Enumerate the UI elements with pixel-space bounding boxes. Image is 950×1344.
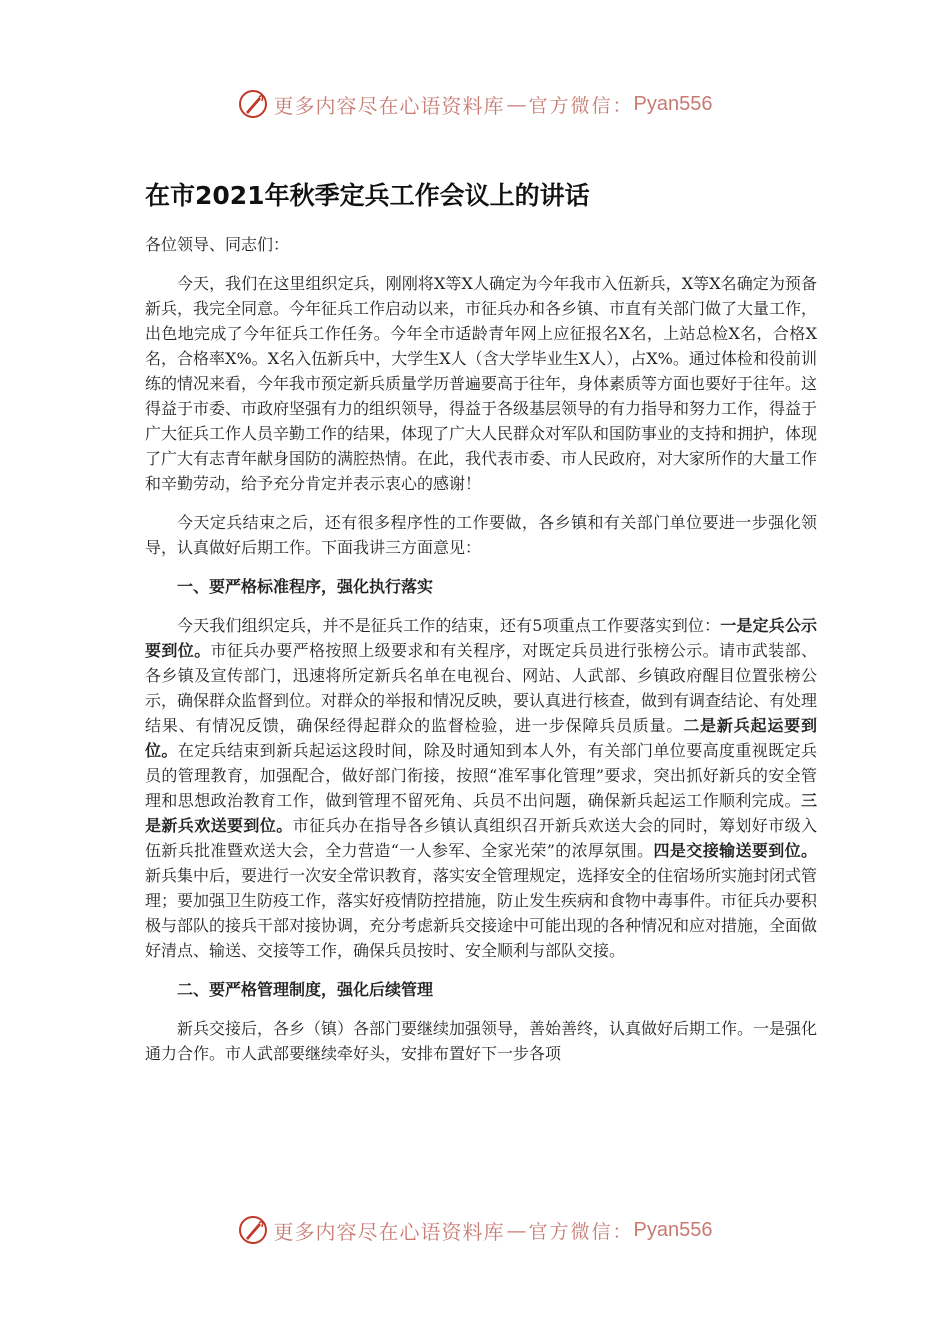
paragraph-1: 今天，我们在这里组织定兵，刚刚将X等X人确定为今年我市入伍新兵，X等X名确定为预备新兵，我完全同意。今年征兵工作启动以来，市征兵办和各乡镇、市直有关部门做了大量工作，出色地完成了今年征兵工作任务。今年全市适龄青年网上应征报名X名，上站总检X名，合格X名，合格率X%。X名入伍新兵中，大学生X人（含大学毕业生X人），占X%。通过体检和役前训练的情况来看，今年我市预定新兵质量学历普遍要高于往年，身体素质等方面也要好于往年。这得益于市委、市政府坚强有力的组织领导，得益于各级基层领导的有力指导和努力工作，得益于广大征兵工作人员辛勤工作的结果，体现了广大人民群众对军队和国防事业的支持和拥护，体现了广大有志青年献身国防的满腔热情。在此，我代表市委、市人民政府，对大家所作的大量工作和辛勤劳动，给予充分肯定并表示衷心的感谢！ <box>145 274 818 493</box>
p3-point-2: 二是新兵起运要到位。 <box>145 716 817 760</box>
p3-intro: 今天我们组织定兵，并不是征兵工作的结束，还有5项重点工作要落实到位： <box>177 616 721 635</box>
paragraph-3 <box>145 613 817 963</box>
p3-point-1: 一是定兵公示要到位。 <box>145 616 817 660</box>
p3-point-4: 四是交接输送要到位。 <box>653 841 817 860</box>
header-banner <box>0 84 950 124</box>
salutation: 各位领导、同志们： <box>145 235 290 254</box>
document-body <box>145 176 817 1080</box>
banner-subtext: 官方微信： <box>528 94 634 117</box>
p3-text-3: 市征兵办在指导各乡镇认真组织召开新兵欢送大会的同时，筹划好市级入伍新兵批准暨欢送大会，全力营造“一人参军、全家光荣”的浓厚氛围。 <box>145 816 817 860</box>
section-heading-2: 二、要严格管理制度，强化后续管理 <box>177 980 434 999</box>
p3-text-4: 新兵集中后，要进行一次安全常识教育，落实安全管理规定，选择安全的住宿场所实施封闭式管理；要加强卫生防疫工作，落实好疫情防控措施，防止发生疾病和食物中毒事件。市征兵办要积极与部队的接兵干部对接协调，充分考虑新兵交接途中可能出现的各种情况和应对措施，全面做好清点、输送、交接等工作，确保兵员按时、安全顺利与部队交接。 <box>145 866 818 960</box>
banner-wechat-id: Pyan556 <box>633 92 713 115</box>
quill-logo-icon <box>238 89 268 119</box>
banner-subtext: 官方微信： <box>528 1220 634 1243</box>
banner-separator: — <box>506 92 527 116</box>
paragraph-2: 今天定兵结束之后，还有很多程序性的工作要做，各乡镇和有关部门单位要进一步强化领导，认真做好后期工作。下面我讲三方面意见： <box>145 513 817 557</box>
paragraph-4: 新兵交接后，各乡（镇）各部门要继续加强领导，善始善终，认真做好后期工作。一是强化通力合作。市人武部要继续牵好头，安排布置好下一步各项 <box>145 1019 818 1063</box>
banner-wechat-id: Pyan556 <box>633 1218 713 1241</box>
section-heading-1: 一、要严格标准程序，强化执行落实 <box>177 577 434 596</box>
banner-text: 更多内容尽在心语资料库 <box>273 93 505 118</box>
footer-banner <box>0 1210 950 1250</box>
p3-point-3: 三是新兵欢送要到位。 <box>145 791 817 835</box>
banner-separator: — <box>506 1218 527 1242</box>
p3-text-2: 在定兵结束到新兵起运这段时间，除及时通知到本人外，有关部门单位要高度重视既定兵员的管理教育，加强配合，做好部门衔接，按照“准军事化管理”要求，突出抓好新兵的安全管理和思想政治教育工作，做到管理不留死角、兵员不出问题，确保新兵起运工作顺利完成。 <box>145 741 817 810</box>
p3-text-1: 市征兵办要严格按照上级要求和有关程序，对既定兵员进行张榜公示。请市武装部、各乡镇及宣传部门，迅速将所定新兵名单在电视台、网站、人武部、乡镇政府醒目位置张榜公示，确保群众监督到位。对群众的举报和情况反映，要认真进行核查，做到有调查结论、有处理结果、有情况反馈，确保经得起群众的监督检验，进一步保障兵员质量。 <box>145 641 818 735</box>
quill-logo-icon <box>238 1215 268 1245</box>
banner-text: 更多内容尽在心语资料库 <box>273 1219 505 1244</box>
document-title: 在市2021年秋季定兵工作会议上的讲话 <box>145 181 590 210</box>
